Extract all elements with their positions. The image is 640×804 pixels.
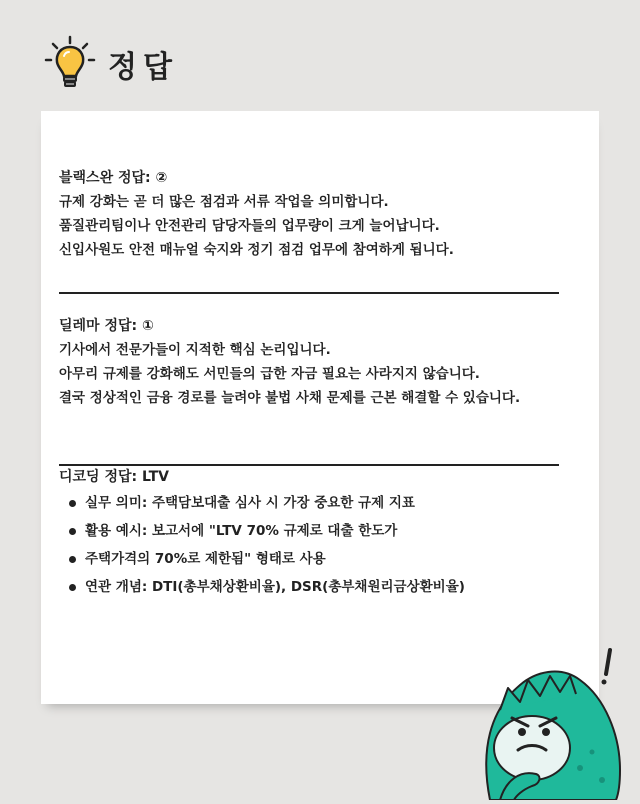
divider: [59, 292, 559, 294]
dilemma-line-1: 기사에서 전문가들이 지적한 핵심 논리입니다.: [59, 342, 331, 358]
answer-card: [41, 111, 599, 704]
lightbulb-icon: [40, 34, 100, 94]
decoding-section: [59, 465, 589, 601]
decoding-title: 디코딩 정답: LTV: [59, 469, 169, 485]
dinosaur-mascot: [470, 640, 640, 800]
blackswan-title: 블랙스완 정답: ②: [59, 170, 168, 186]
list-item-text: 주택가격의 70%로 제한됨" 형태로 사용: [85, 551, 326, 567]
decoding-list: [59, 489, 589, 601]
list-item: [59, 517, 589, 545]
list-item: 연관 개념: DTI(총부채상환비율), DSR(총부채원리금상환비율): [59, 573, 589, 601]
page-title: 정답: [108, 50, 178, 85]
dilemma-line-3: 결국 정상적인 금융 경로를 늘려야 불법 사채 문제를 근본 해결할 수 있습니다.: [59, 390, 521, 406]
blackswan-line-2: 품질관리팀이나 안전관리 담당자들의 업무량이 크게 늘어납니다.: [59, 218, 440, 234]
dilemma-line-2: 아무리 규제를 강화해도 서민들의 급한 자금 필요는 사라지지 않습니다.: [59, 366, 480, 382]
list-item-text: 활용 예시: 보고서에 "LTV 70% 규제로 대출 한도가: [85, 523, 398, 539]
dilemma-title: 딜레마 정답: ①: [59, 318, 154, 334]
dilemma-section: [59, 314, 589, 410]
blackswan-line-1: 규제 강화는 곧 더 많은 점검과 서류 작업을 의미합니다.: [59, 194, 389, 210]
blackswan-line-3: 신입사원도 안전 매뉴얼 숙지와 정기 점검 업무에 참여하게 됩니다.: [59, 242, 454, 258]
blackswan-section: [59, 166, 589, 262]
page-header: [40, 34, 178, 94]
list-item-continuation: [59, 545, 589, 573]
list-item: 실무 의미: 주택담보대출 심사 시 가장 중요한 규제 지표: [59, 489, 589, 517]
